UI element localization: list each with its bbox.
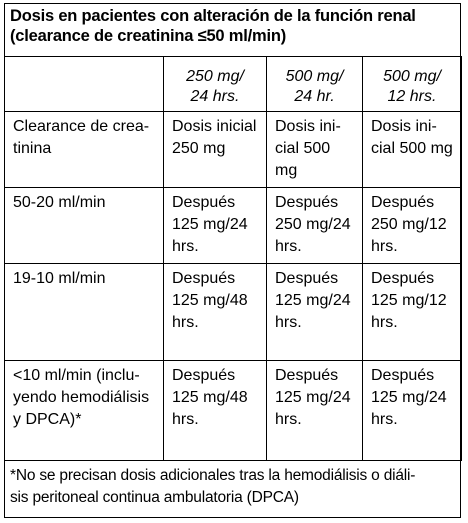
row-label bbox=[5, 264, 164, 361]
table-row bbox=[5, 264, 462, 361]
cell-line: <10 ml/min (inclu- bbox=[13, 367, 140, 384]
table-cell bbox=[267, 361, 363, 461]
cell-line: hrs. bbox=[275, 411, 302, 428]
cell-line: 250 mg bbox=[172, 140, 226, 157]
row-label bbox=[5, 361, 164, 461]
header-cell-250mg-24h bbox=[164, 57, 267, 112]
header-line: 500 mg/ bbox=[383, 68, 441, 85]
footnote-line-1: *No se precisan dosis adicionales tras la hemodiálisis o diáli- bbox=[10, 467, 416, 484]
cell-line: Después bbox=[172, 367, 236, 384]
cell-line: 50-20 ml/min bbox=[13, 194, 106, 211]
cell-line: hrs. bbox=[371, 314, 398, 331]
cell-line: hrs. bbox=[275, 314, 302, 331]
row-label bbox=[5, 112, 164, 188]
cell-line: Clearance de crea- bbox=[13, 118, 150, 135]
footnote-line-2: sis peritoneal continua ambulatoria (DPCA) bbox=[10, 489, 299, 506]
cell-line: mg bbox=[275, 162, 298, 179]
cell-line: Dosis inicial bbox=[172, 118, 257, 135]
cell-line: 250 mg/24 bbox=[275, 216, 351, 233]
cell-line: Después bbox=[275, 270, 339, 287]
cell-line: hrs. bbox=[172, 411, 199, 428]
cell-line: tinina bbox=[13, 140, 52, 157]
cell-line: 125 mg/48 bbox=[172, 389, 248, 406]
table-row bbox=[5, 188, 462, 264]
table-row bbox=[5, 112, 462, 188]
table-cell bbox=[164, 112, 267, 188]
cell-line: y DPCA)* bbox=[13, 411, 82, 428]
table-header-row bbox=[5, 57, 462, 112]
table-cell bbox=[164, 361, 267, 461]
cell-line: 125 mg/24 bbox=[172, 216, 248, 233]
cell-line: Dosis ini- bbox=[371, 118, 437, 135]
dosing-table bbox=[4, 56, 462, 461]
cell-line: Después bbox=[172, 194, 236, 211]
header-line: 24 hr. bbox=[294, 88, 335, 105]
header-cell-500mg-24h bbox=[267, 57, 363, 112]
header-line: 12 hrs. bbox=[387, 88, 437, 105]
table-cell bbox=[363, 112, 462, 188]
cell-line: 125 mg/24 bbox=[275, 389, 351, 406]
cell-line: yendo hemodiálisis bbox=[13, 389, 150, 406]
table-cell bbox=[363, 188, 462, 264]
title-line-1: Dosis en pacientes con alteración de la función renal bbox=[10, 7, 416, 25]
cell-line: 125 mg/24 bbox=[275, 292, 351, 309]
cell-line: 125 mg/48 bbox=[172, 292, 248, 309]
footnote bbox=[10, 465, 460, 509]
cell-line: cial 500 mg bbox=[371, 140, 453, 157]
table-cell bbox=[164, 264, 267, 361]
header-cell-500mg-12h bbox=[363, 57, 462, 112]
cell-line: Después bbox=[172, 270, 236, 287]
cell-line: Después bbox=[371, 270, 435, 287]
cell-line: Después bbox=[371, 367, 435, 384]
header-blank-cell bbox=[5, 57, 164, 112]
table-row bbox=[5, 361, 462, 461]
title-line-2: (clearance de creatinina ≤50 ml/min) bbox=[10, 27, 287, 45]
cell-line: 250 mg/12 bbox=[371, 216, 447, 233]
cell-line: 125 mg/12 bbox=[371, 292, 447, 309]
header-line: 500 mg/ bbox=[285, 68, 344, 85]
document-frame bbox=[4, 3, 461, 518]
table-cell bbox=[164, 188, 267, 264]
table-cell bbox=[267, 264, 363, 361]
table-cell bbox=[267, 112, 363, 188]
cell-line: Después bbox=[275, 367, 339, 384]
cell-line: Dosis ini- bbox=[275, 118, 341, 135]
cell-line: 19-10 ml/min bbox=[13, 270, 106, 287]
cell-line: Después bbox=[275, 194, 339, 211]
cell-line: hrs. bbox=[172, 314, 199, 331]
cell-line: hrs. bbox=[275, 238, 302, 255]
cell-line: Después bbox=[371, 194, 435, 211]
cell-line: hrs. bbox=[371, 411, 398, 428]
header-line: 24 hrs. bbox=[190, 88, 240, 105]
page-title bbox=[10, 6, 460, 46]
table-cell bbox=[363, 361, 462, 461]
cell-line: hrs. bbox=[371, 238, 398, 255]
header-line: 250 mg/ bbox=[186, 68, 244, 85]
cell-line: 125 mg/24 bbox=[371, 389, 447, 406]
table-cell bbox=[363, 264, 462, 361]
table-cell bbox=[267, 188, 363, 264]
row-label bbox=[5, 188, 164, 264]
cell-line: hrs. bbox=[172, 238, 199, 255]
cell-line: cial 500 bbox=[275, 140, 331, 157]
